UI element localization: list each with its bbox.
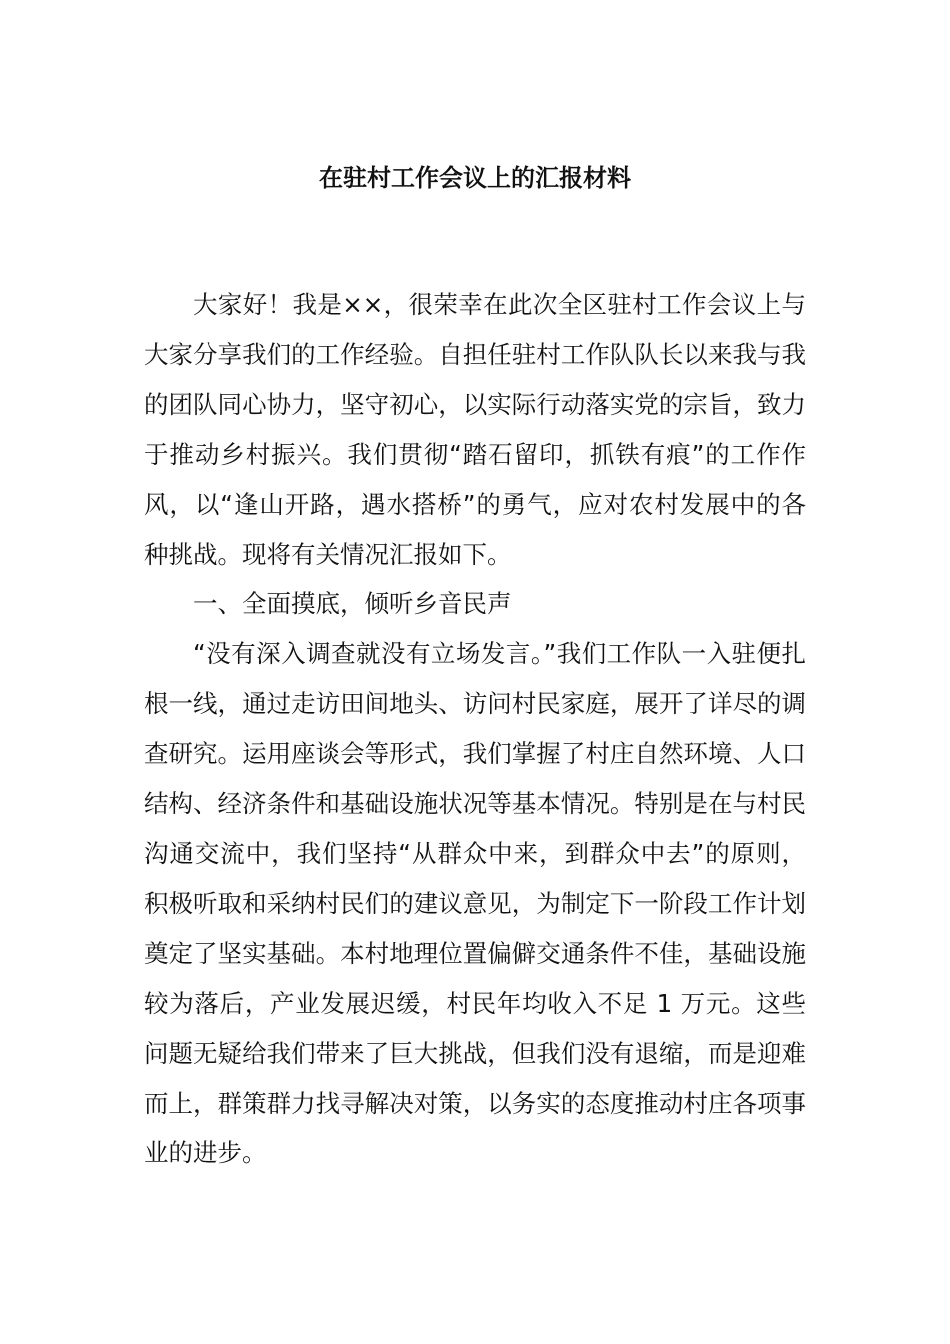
paragraph-section-one: “没有深入调查就没有立场发言。”我们工作队一入驻便扎根一线，通过走访田间地头、访问村民家庭，展开了详尽的调查研究。运用座谈会等形式，我们掌握了村庄自然环境、人口结构、经济条件和基础设施状况等基本情况。特别是在与村民沟通交流中，我们坚持“从群众中来，到群众中去”的原则，积极听取和采纳村民们的建议意见，为制定下一阶段工作计划奠定了坚实基础。本村地理位置偏僻交通条件不佳，基础设施较为落后，产业发展迟缓，村民年均收入不足 1 万元。这些问题无疑给我们带来了巨大挑战，但我们没有退缩，而是迎难而上，群策群力找寻解决对策，以务实的态度推动村庄各项事业的进步。 [144, 639, 806, 1168]
paragraph-intro: 大家好！我是××，很荣幸在此次全区驻村工作会议上与大家分享我们的工作经验。自担任驻村工作队队长以来我与我的团队同心协力，坚守初心，以实际行动落实党的宗旨，致力于推动乡村振兴。我们贯彻“踏石留印，抓铁有痕”的工作作风，以“逢山开路，遇水搭桥”的勇气，应对农村发展中的各种挑战。现将有关情况汇报如下。 [144, 290, 806, 569]
document-body [144, 280, 806, 1178]
document-title: 在驻村工作会议上的汇报材料 [319, 164, 631, 192]
section-heading: 一、全面摸底，倾听乡音民声 [193, 589, 512, 619]
